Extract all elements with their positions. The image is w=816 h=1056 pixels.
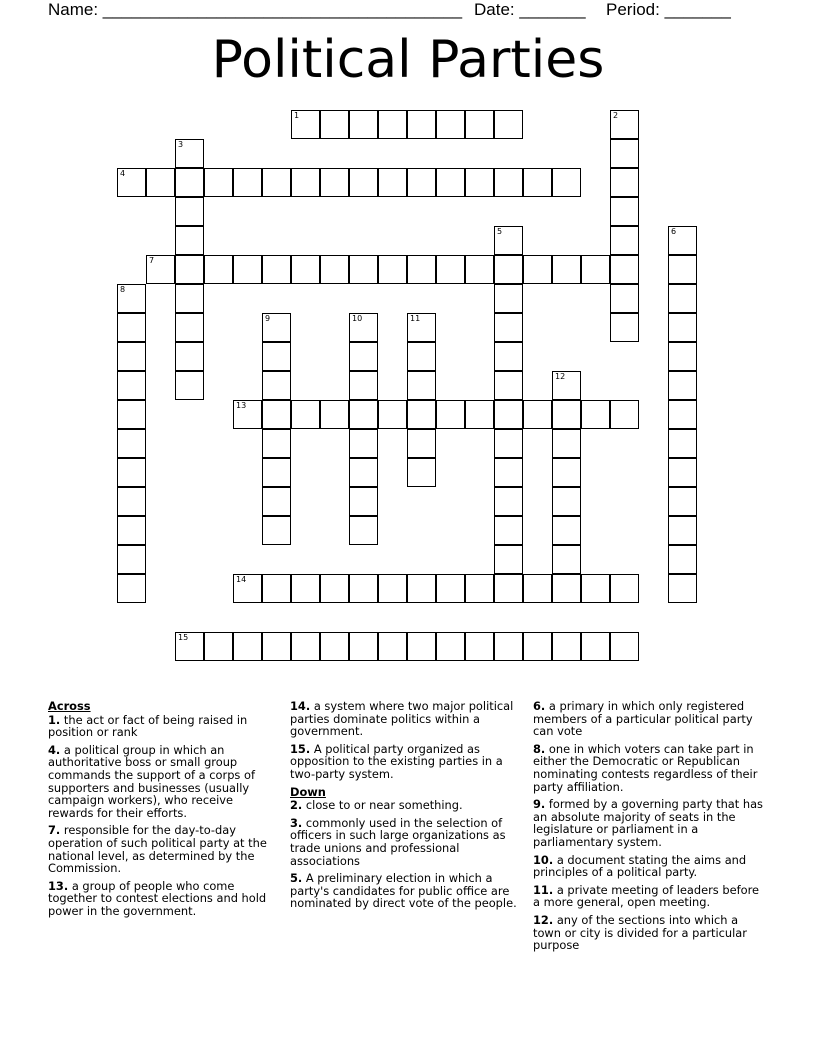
clue-down-6: 6. a primary in which only registered members of a particular political party can vote bbox=[533, 699, 753, 739]
date-field-label: Date: _______ bbox=[474, 0, 586, 19]
grid-cell[interactable] bbox=[523, 400, 552, 429]
grid-cell[interactable] bbox=[581, 255, 610, 284]
grid-cell[interactable] bbox=[610, 226, 639, 255]
grid-cell[interactable] bbox=[407, 342, 436, 371]
cell-number: 4 bbox=[120, 169, 126, 178]
grid-cell[interactable] bbox=[349, 574, 378, 603]
grid-cell[interactable] bbox=[668, 284, 697, 313]
grid-cell[interactable] bbox=[320, 400, 349, 429]
grid-cell[interactable] bbox=[668, 574, 697, 603]
grid-cell[interactable] bbox=[233, 168, 262, 197]
grid-cell[interactable] bbox=[233, 255, 262, 284]
grid-cell[interactable] bbox=[436, 168, 465, 197]
grid-cell[interactable] bbox=[117, 313, 146, 342]
cell-number: 3 bbox=[178, 140, 184, 149]
cell-number: 10 bbox=[352, 314, 363, 323]
grid-cell[interactable] bbox=[349, 400, 378, 429]
grid-cell[interactable] bbox=[291, 632, 320, 661]
grid-cell[interactable] bbox=[494, 371, 523, 400]
grid-cell[interactable] bbox=[436, 255, 465, 284]
grid-cell[interactable] bbox=[204, 168, 233, 197]
grid-cell[interactable] bbox=[407, 371, 436, 400]
clue-down-5: 5. A preliminary election in which a party's candidates for public office are nominated by direct vote of the people. bbox=[290, 871, 517, 911]
grid-cell[interactable] bbox=[117, 545, 146, 574]
grid-cell[interactable] bbox=[552, 632, 581, 661]
grid-cell[interactable] bbox=[291, 255, 320, 284]
grid-cell[interactable] bbox=[175, 371, 204, 400]
grid-cell[interactable] bbox=[610, 168, 639, 197]
grid-cell[interactable] bbox=[378, 632, 407, 661]
grid-cell[interactable] bbox=[349, 255, 378, 284]
grid-cell[interactable] bbox=[349, 168, 378, 197]
grid-cell[interactable] bbox=[407, 400, 436, 429]
clue-across-13: 13. a group of people who come together to contest elections and hold power in the government. bbox=[48, 878, 267, 918]
grid-cell[interactable] bbox=[494, 429, 523, 458]
clue-across-1: 1. the act or fact of being raised in position or rank bbox=[48, 712, 248, 740]
grid-cell[interactable] bbox=[668, 545, 697, 574]
grid-cell[interactable] bbox=[262, 487, 291, 516]
grid-cell[interactable] bbox=[175, 313, 204, 342]
period-field-label: Period: _______ bbox=[606, 0, 731, 19]
grid-cell[interactable] bbox=[262, 342, 291, 371]
grid-cell[interactable] bbox=[262, 400, 291, 429]
grid-cell[interactable] bbox=[262, 574, 291, 603]
grid-cell[interactable] bbox=[320, 574, 349, 603]
cell-number: 11 bbox=[410, 314, 421, 323]
clue-down-8: 8. one in which voters can take part in either the Democratic or Republican nominating contests regardless of their party affiliation. bbox=[533, 741, 758, 794]
grid-cell[interactable] bbox=[465, 110, 494, 139]
grid-cell[interactable] bbox=[523, 574, 552, 603]
grid-cell[interactable] bbox=[117, 429, 146, 458]
grid-cell[interactable] bbox=[668, 255, 697, 284]
grid-cell[interactable] bbox=[320, 110, 349, 139]
clue-down-10: 10. a document stating the aims and principles of a political party. bbox=[533, 852, 747, 880]
grid-cell[interactable] bbox=[581, 400, 610, 429]
grid-cell[interactable] bbox=[668, 342, 697, 371]
grid-cell[interactable] bbox=[668, 516, 697, 545]
clue-across-14: 14. a system where two major political parties dominate politics within a government. bbox=[290, 699, 514, 739]
grid-cell[interactable] bbox=[552, 458, 581, 487]
grid-cell[interactable] bbox=[494, 545, 523, 574]
cell-number: 7 bbox=[149, 256, 155, 265]
grid-cell[interactable] bbox=[494, 400, 523, 429]
grid-cell[interactable] bbox=[117, 342, 146, 371]
across-heading: Across bbox=[48, 699, 91, 713]
grid-cell[interactable] bbox=[494, 516, 523, 545]
grid-cell[interactable] bbox=[407, 110, 436, 139]
grid-cell[interactable] bbox=[610, 139, 639, 168]
grid-cell[interactable] bbox=[523, 632, 552, 661]
grid-cell[interactable] bbox=[552, 574, 581, 603]
cell-number: 9 bbox=[265, 314, 271, 323]
grid-cell[interactable] bbox=[494, 487, 523, 516]
grid-cell[interactable] bbox=[494, 284, 523, 313]
grid-cell[interactable] bbox=[494, 313, 523, 342]
grid-cell[interactable] bbox=[378, 574, 407, 603]
grid-cell[interactable] bbox=[117, 574, 146, 603]
grid-cell[interactable] bbox=[552, 400, 581, 429]
grid-cell[interactable] bbox=[610, 400, 639, 429]
grid-cell[interactable] bbox=[291, 400, 320, 429]
grid-cell[interactable] bbox=[117, 487, 146, 516]
down-heading: Down bbox=[290, 784, 326, 799]
grid-cell[interactable] bbox=[494, 632, 523, 661]
grid-cell[interactable] bbox=[552, 168, 581, 197]
clues-column-2 bbox=[290, 700, 522, 915]
grid-cell[interactable] bbox=[233, 574, 262, 603]
grid-cell[interactable] bbox=[465, 255, 494, 284]
grid-cell[interactable] bbox=[117, 371, 146, 400]
grid-cell[interactable] bbox=[175, 139, 204, 168]
grid-cell[interactable] bbox=[436, 632, 465, 661]
grid-cell[interactable] bbox=[610, 255, 639, 284]
grid-cell[interactable] bbox=[581, 574, 610, 603]
grid-cell[interactable] bbox=[668, 371, 697, 400]
grid-cell[interactable] bbox=[523, 255, 552, 284]
clue-down-9: 9. formed by a governing party that has an absolute majority of seats in the legislature or parliament in a parliamentary system. bbox=[533, 797, 763, 849]
grid-cell[interactable] bbox=[465, 168, 494, 197]
grid-cell[interactable] bbox=[378, 168, 407, 197]
grid-cell[interactable] bbox=[436, 400, 465, 429]
clues-column-1 bbox=[48, 700, 280, 923]
cell-number: 1 bbox=[294, 111, 300, 120]
grid-cell[interactable] bbox=[320, 255, 349, 284]
cell-number: 12 bbox=[555, 372, 566, 381]
grid-cell[interactable] bbox=[378, 255, 407, 284]
clue-across-4: 4. a political group in which an authoritative boss or small group commands the support of a corps of supporters and businesses (usually campaign workers), who receive rewards for their efforts. bbox=[48, 742, 255, 820]
grid-cell[interactable] bbox=[407, 429, 436, 458]
cell-number: 2 bbox=[613, 111, 619, 120]
grid-cell[interactable] bbox=[668, 313, 697, 342]
grid-cell[interactable] bbox=[233, 400, 262, 429]
grid-cell[interactable] bbox=[349, 632, 378, 661]
grid-cell[interactable] bbox=[291, 110, 320, 139]
grid-cell[interactable] bbox=[146, 255, 175, 284]
grid-cell[interactable] bbox=[349, 487, 378, 516]
grid-cell[interactable] bbox=[668, 487, 697, 516]
grid-cell[interactable] bbox=[262, 516, 291, 545]
clue-across-7: 7. responsible for the day-to-day operation of such political party at the national level, as determined by the Commission. bbox=[48, 823, 267, 876]
grid-cell[interactable] bbox=[378, 400, 407, 429]
grid-cell[interactable] bbox=[175, 255, 204, 284]
grid-cell[interactable] bbox=[262, 313, 291, 342]
clue-down-12: 12. any of the sections into which a town or city is divided for a particular purpose bbox=[533, 912, 747, 953]
grid-cell[interactable] bbox=[291, 574, 320, 603]
grid-cell[interactable] bbox=[494, 168, 523, 197]
grid-cell[interactable] bbox=[552, 487, 581, 516]
grid-cell[interactable] bbox=[320, 168, 349, 197]
grid-cell[interactable] bbox=[407, 632, 436, 661]
grid-cell[interactable] bbox=[175, 342, 204, 371]
grid-cell[interactable] bbox=[610, 197, 639, 226]
grid-cell[interactable] bbox=[407, 255, 436, 284]
grid-cell[interactable] bbox=[494, 255, 523, 284]
name-field-label: Name: ______________________________________ bbox=[48, 0, 463, 19]
grid-cell[interactable] bbox=[349, 516, 378, 545]
grid-cell[interactable] bbox=[465, 632, 494, 661]
cell-number: 6 bbox=[671, 227, 677, 236]
clue-down-11: 11. a private meeting of leaders before a more general, open meeting. bbox=[533, 882, 760, 910]
grid-cell[interactable] bbox=[668, 458, 697, 487]
clue-down-3: 3. commonly used in the selection of officers in such large organizations as trade unions and professional associations bbox=[290, 815, 506, 868]
grid-cell[interactable] bbox=[175, 632, 204, 661]
cell-number: 5 bbox=[497, 227, 503, 236]
clues-column-3 bbox=[533, 700, 765, 957]
grid-cell[interactable] bbox=[349, 458, 378, 487]
cell-number: 15 bbox=[178, 633, 189, 642]
grid-cell[interactable] bbox=[204, 632, 233, 661]
puzzle-title: Political Parties bbox=[211, 30, 605, 90]
grid-cell[interactable] bbox=[291, 168, 320, 197]
grid-cell[interactable] bbox=[262, 168, 291, 197]
clue-across-15: 15. A political party organized as opposition to the existing parties in a two-party system. bbox=[290, 741, 503, 781]
grid-cell[interactable] bbox=[117, 400, 146, 429]
grid-cell[interactable] bbox=[378, 110, 407, 139]
grid-cell[interactable] bbox=[552, 255, 581, 284]
grid-cell[interactable] bbox=[117, 516, 146, 545]
grid-cell[interactable] bbox=[436, 110, 465, 139]
grid-cell[interactable] bbox=[581, 632, 610, 661]
grid-cell[interactable] bbox=[407, 574, 436, 603]
grid-cell[interactable] bbox=[552, 371, 581, 400]
grid-cell[interactable] bbox=[320, 632, 349, 661]
grid-cell[interactable] bbox=[349, 313, 378, 342]
cell-number: 13 bbox=[236, 401, 247, 410]
grid-cell[interactable] bbox=[117, 168, 146, 197]
grid-cell[interactable] bbox=[175, 284, 204, 313]
grid-cell[interactable] bbox=[407, 168, 436, 197]
grid-cell[interactable] bbox=[117, 458, 146, 487]
grid-cell[interactable] bbox=[552, 545, 581, 574]
grid-cell[interactable] bbox=[262, 255, 291, 284]
grid-cell[interactable] bbox=[146, 168, 175, 197]
grid-cell[interactable] bbox=[465, 574, 494, 603]
grid-cell[interactable] bbox=[465, 400, 494, 429]
grid-cell[interactable] bbox=[262, 458, 291, 487]
grid-cell[interactable] bbox=[494, 574, 523, 603]
clue-down-2: 2. close to or near something. bbox=[290, 798, 463, 813]
grid-cell[interactable] bbox=[233, 632, 262, 661]
grid-cell[interactable] bbox=[610, 284, 639, 313]
grid-cell[interactable] bbox=[552, 516, 581, 545]
grid-cell[interactable] bbox=[610, 110, 639, 139]
grid-cell[interactable] bbox=[175, 197, 204, 226]
grid-cell[interactable] bbox=[494, 458, 523, 487]
grid-cell[interactable] bbox=[407, 313, 436, 342]
grid-cell[interactable] bbox=[117, 284, 146, 313]
grid-cell[interactable] bbox=[610, 574, 639, 603]
grid-cell[interactable] bbox=[349, 342, 378, 371]
grid-cell[interactable] bbox=[668, 400, 697, 429]
grid-cell[interactable] bbox=[349, 110, 378, 139]
cell-number: 14 bbox=[236, 575, 247, 584]
grid-cell[interactable] bbox=[494, 342, 523, 371]
grid-cell[interactable] bbox=[668, 226, 697, 255]
grid-cell[interactable] bbox=[494, 110, 523, 139]
grid-cell[interactable] bbox=[436, 574, 465, 603]
grid-cell[interactable] bbox=[262, 429, 291, 458]
grid-cell[interactable] bbox=[523, 168, 552, 197]
grid-cell[interactable] bbox=[610, 313, 639, 342]
grid-cell[interactable] bbox=[262, 371, 291, 400]
grid-cell[interactable] bbox=[407, 458, 436, 487]
grid-cell[interactable] bbox=[349, 429, 378, 458]
grid-cell[interactable] bbox=[175, 226, 204, 255]
grid-cell[interactable] bbox=[204, 255, 233, 284]
grid-cell[interactable] bbox=[175, 168, 204, 197]
cell-number: 8 bbox=[120, 285, 126, 294]
grid-cell[interactable] bbox=[349, 371, 378, 400]
grid-cell[interactable] bbox=[262, 632, 291, 661]
grid-cell[interactable] bbox=[610, 632, 639, 661]
grid-cell[interactable] bbox=[494, 226, 523, 255]
grid-cell[interactable] bbox=[668, 429, 697, 458]
grid-cell[interactable] bbox=[552, 429, 581, 458]
